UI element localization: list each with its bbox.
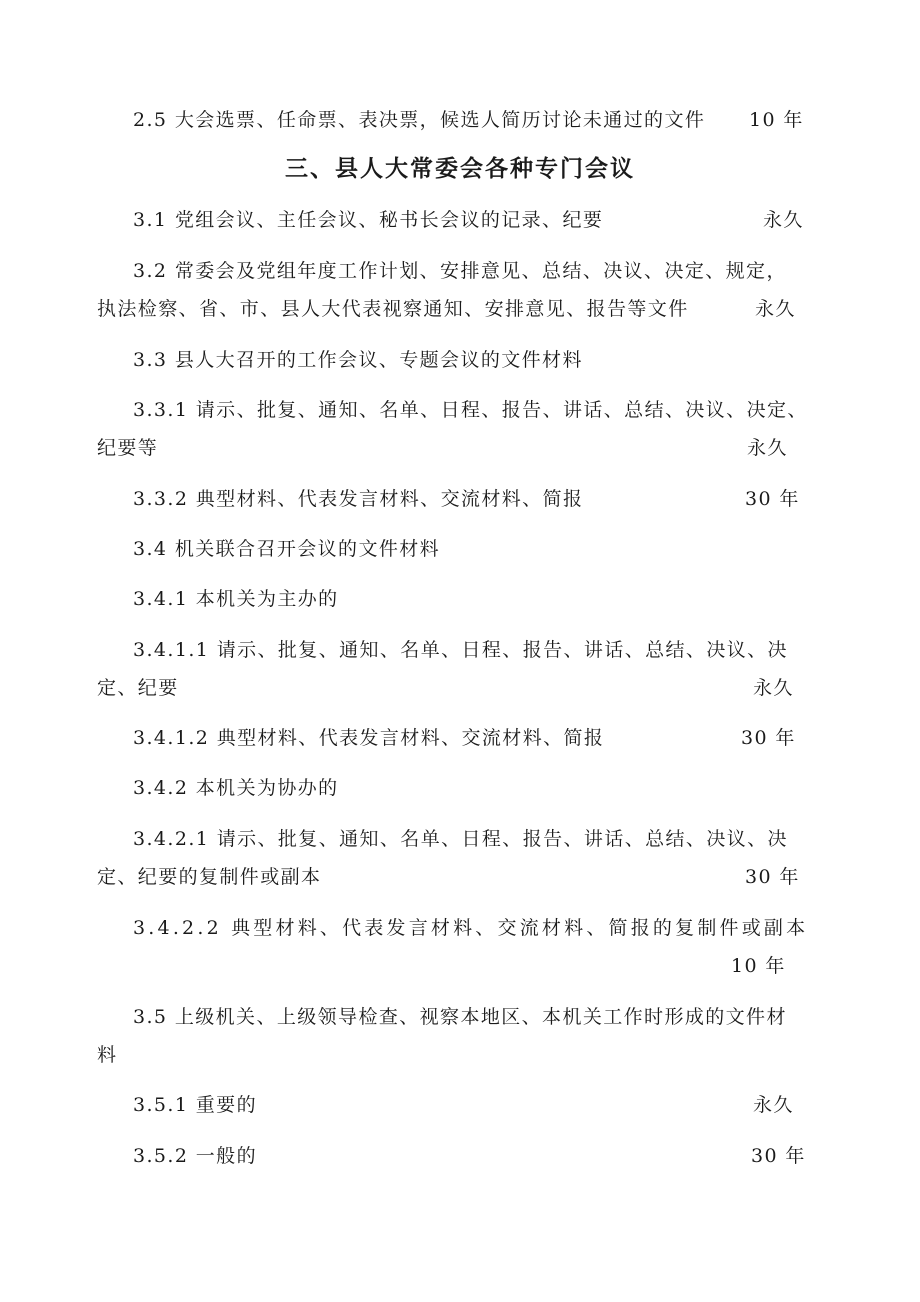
entry-3-5-1-text: 3.5.1 重要的 [133,1094,257,1116]
entry-3-2-line1: 3.2 常委会及党组年度工作计划、安排意见、总结、决议、决定、规定， [133,260,787,282]
entry-2-5-period: 10 年 [749,109,804,131]
entry-2-5-text: 2.5 大会选票、任命票、表决票，候选人简历讨论未通过的文件 [133,109,706,131]
entry-3-1-text: 3.1 党组会议、主任会议、秘书长会议的记录、纪要 [133,209,604,231]
entry-3-4-2-1-line1: 3.4.2.1 请示、批复、通知、名单、日程、报告、讲话、总结、决议、决 [133,828,788,850]
entry-3-1-period: 永久 [763,209,804,231]
section-heading: 三、县人大常委会各种专门会议 [285,156,635,182]
entry-3-4-2-1-period: 30 年 [745,866,800,888]
entry-3-4-1-1-line1: 3.4.1.1 请示、批复、通知、名单、日程、报告、讲话、总结、决议、决 [133,639,788,661]
entry-3-4-1-2-text: 3.4.1.2 典型材料、代表发言材料、交流材料、简报 [133,727,605,749]
entry-3-5-1-period: 永久 [753,1094,794,1116]
entry-3-4-2-2-line1: 3.4.2.2 典型材料、代表发言材料、交流材料、简报的复制件或副本 [133,917,809,939]
entry-3-3-1-period: 永久 [747,437,788,459]
entry-3-5-line2: 料 [97,1044,118,1066]
entry-3-2-period: 永久 [755,298,796,320]
entry-3-4-1-1-period: 永久 [753,677,794,699]
entry-3-3-1-line1: 3.3.1 请示、批复、通知、名单、日程、报告、讲话、总结、决议、决定、 [133,399,808,421]
entry-3-3-1-line2: 纪要等 [97,437,159,459]
entry-3-5-2-period: 30 年 [751,1145,806,1167]
entry-3-4-1-text: 3.4.1 本机关为主办的 [133,588,339,610]
entry-3-3-2-text: 3.3.2 典型材料、代表发言材料、交流材料、简报 [133,488,584,510]
entry-3-4-2-2-period: 10 年 [731,955,786,977]
entry-3-4-2-text: 3.4.2 本机关为协办的 [133,777,339,799]
entry-3-4-1-1-line2: 定、纪要 [97,677,179,699]
entry-3-3-2-period: 30 年 [745,488,800,510]
entry-3-2-line2: 执法检察、省、市、县人大代表视察通知、安排意见、报告等文件 [97,298,689,320]
entry-3-4-2-1-line2: 定、纪要的复制件或副本 [97,866,322,888]
entry-3-3-text: 3.3 县人大召开的工作会议、专题会议的文件材料 [133,349,583,371]
entry-3-4-text: 3.4 机关联合召开会议的文件材料 [133,538,441,560]
entry-3-5-2-text: 3.5.2 一般的 [133,1145,257,1167]
entry-3-5-line1: 3.5 上级机关、上级领导检查、视察本地区、本机关工作时形成的文件材 [133,1006,787,1028]
entry-3-4-1-2-period: 30 年 [741,727,796,749]
